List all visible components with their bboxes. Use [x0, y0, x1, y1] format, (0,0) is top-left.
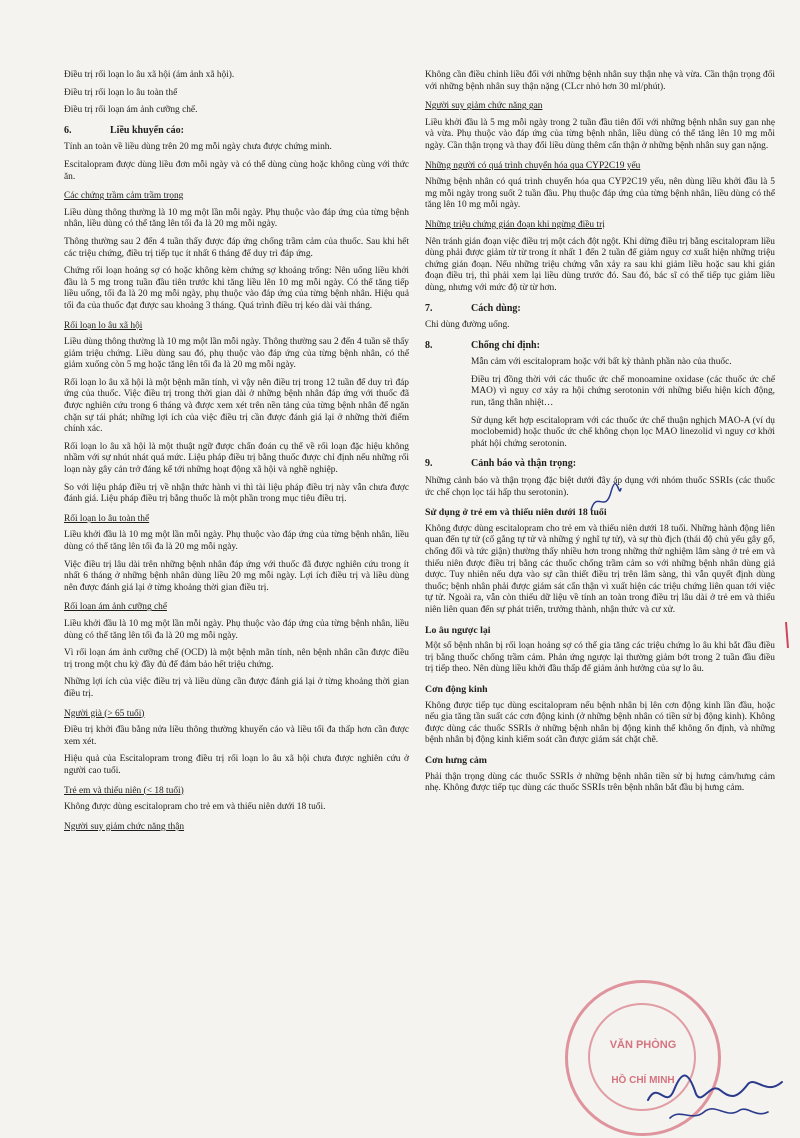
ink-mark-icon: [585, 480, 625, 520]
paragraph: Thông thường sau 2 đến 4 tuần thấy được đáp ứng chống trầm cảm của thuốc. Sau khi hết các triệu chứng, điều trị tiếp tục ít nhất 6 tháng để duy trì đáp ứng.: [64, 236, 409, 259]
stamp-text: HỒ CHÍ MINH: [611, 1075, 675, 1086]
paragraph: Liều dùng thông thường là 10 mg một lần mỗi ngày. Phụ thuộc vào đáp ứng của từng bệnh nhân, liều dùng có thể tăng lên tối đa là 20 mg mỗi ngày.: [64, 207, 409, 230]
section-title: Liều khuyến cáo:: [110, 124, 184, 136]
section-title: Chống chỉ định:: [471, 339, 540, 351]
section-heading-8: [425, 340, 775, 352]
paragraph: Việc điều trị lâu dài trên những bệnh nhân đáp ứng với thuốc đã được nghiên cứu trong ít nhất 6 tháng ở những bệnh nhân dùng liều 20 mg mỗi ngày. Lợi ích điều trị và liều dùng nên được đánh giá lại ở từng khoảng thời gian điều trị.: [64, 559, 409, 593]
section-number: 7.: [425, 302, 433, 314]
paragraph: Hiệu quả của Escitalopram trong điều trị rối loạn lo âu xã hội chưa được nghiên cứu ở người cao tuổi.: [64, 754, 409, 776]
paragraph: Chỉ dùng đường uống.: [425, 320, 510, 331]
subheading: Trẻ em và thiếu niên (< 18 tuổi): [64, 785, 184, 796]
subheading: Rối loạn lo âu xã hội: [64, 320, 143, 331]
bold-heading: Lo âu ngược lại: [425, 624, 491, 636]
stamp-text: VĂN PHÒNG: [609, 1039, 677, 1051]
paragraph: Liều khởi đầu là 10 mg một lần mỗi ngày. Phụ thuộc vào đáp ứng của từng bệnh nhân, liều dùng có thể tăng lên tối đa là 20 mg mỗi ngày.: [64, 618, 409, 641]
paragraph: Liều khởi đầu là 10 mg một lần mỗi ngày. Phụ thuộc vào đáp ứng của từng bệnh nhân, liều dùng có thể tăng lên tối đa là 20 mg mỗi ngày.: [64, 530, 409, 552]
bold-heading: Cơn hưng cảm: [425, 754, 487, 766]
subheading: Người suy giảm chức năng gan: [425, 101, 543, 112]
subheading: Rối loạn ám ảnh cưỡng chế: [64, 602, 167, 613]
bold-heading: Sử dụng ở trẻ em và thiếu niên dưới 18 tuổi: [425, 507, 607, 519]
paragraph: Chứng rối loạn hoảng sợ có hoặc không kèm chứng sợ khoảng trống: Nên uống liều khởi đầu là 5 mg trong tuần đầu tiên trước khi tăng liều lên 10 mg mỗi ngày. Có thể tăng tiếp liều uống, tối đa là 20 mg mỗi ngày, phụ thuộc vào đáp ứng của từng bệnh nhân. Hiệu quả tối đa của thuốc đạt được sau khoảng 3 tháng. Quá trình điều trị kéo dài vài tháng.: [64, 266, 409, 311]
paragraph: Sử dụng kết hợp escitalopram với các thuốc ức chế thuận nghịch MAO-A (ví dụ moclobemid) hoặc thuốc ức chế không chọn lọc MAO linezolid vì nguy cơ khởi phát hội chứng serotonin.: [471, 415, 775, 449]
paragraph: Liều khởi đầu là 5 mg mỗi ngày trong 2 tuần đầu tiên đối với những bệnh nhân suy gan nhẹ và vừa. Phụ thuộc vào đáp ứng của từng bệnh nhân, liều dùng có thể tăng lên 10 mg mỗi ngày. Cần thận trọng và thay đổi liều dùng thêm cẩn thận ở những bệnh nhân suy gan nặng.: [425, 117, 775, 151]
paragraph: Nên tránh gián đoạn việc điều trị một cách đột ngột. Khi dừng điều trị bằng escitalopram liều dùng phải được giảm từ từ trong ít nhất 1 đến 2 tuần để giảm nguy cơ xuất hiện những triệu chứng gián đoạn. Nếu những triệu chứng vẫn xảy ra sau khi giảm liều hoặc sau khi gián đoạn điều trị, thì phải xem lại liều dùng trước đó. Sau đó, bác sĩ có thể tiếp tục giảm liều dùng, nhưng với mức độ từ từ hơn.: [425, 236, 775, 293]
section-title: Cảnh báo và thận trọng:: [471, 458, 577, 470]
paragraph: Không cần điều chỉnh liều đối với những bệnh nhân suy thận nhẹ và vừa. Cần thận trọng đối với những bệnh nhân suy thận nặng (CLcr nhỏ hơn 30 ml/phút).: [425, 70, 775, 92]
subheading: Người già (> 65 tuổi): [64, 708, 145, 719]
paragraph: So với liệu pháp điều trị về nhận thức hành vi thì tài liệu pháp điều trị này vẫn chưa được đánh giá. Liệu pháp điều trị bằng thuốc là một phần trong mục tiêu điều trị.: [64, 482, 409, 505]
paragraph: Điều trị rối loạn lo âu toàn thể: [64, 87, 178, 98]
paragraph: Một số bệnh nhân bị rối loạn hoảng sợ có thể gia tăng các triệu chứng lo âu khi bắt đầu điều trị bằng thuốc chống trầm cảm. Phản ứng ngược lại thường giảm bớt trong 2 tuần đầu điều trị tiếp theo. Nên dùng liều khởi đầu thấp để giảm ảnh hưởng của sự lo âu.: [425, 641, 775, 675]
paragraph: Không được dùng escitalopram cho trẻ em và thiếu niên dưới 18 tuổi.: [64, 802, 326, 813]
paragraph: Điều trị rối loạn ám ảnh cưỡng chế.: [64, 105, 198, 116]
left-column: [64, 70, 409, 838]
section-title: Cách dùng:: [471, 302, 521, 314]
section-heading-9: [425, 458, 775, 470]
paragraph: Điều trị rối loạn lo âu xã hội (ám ảnh xã hội).: [64, 70, 235, 80]
paragraph: Vì rối loạn ám ảnh cưỡng chế (OCD) là một bệnh mãn tính, nên bệnh nhân cần được điều trị trong một chu kỳ đầy đủ để đảm bảo hết triệu chứng.: [64, 648, 409, 670]
paragraph: Tính an toàn về liều dùng trên 20 mg mỗi ngày chưa được chứng minh.: [64, 142, 332, 153]
section-heading-6: [64, 125, 409, 137]
right-column: [425, 70, 775, 801]
paragraph: Những bệnh nhân có quá trình chuyển hóa qua CYP2C19 yếu, nên dùng liều khởi đầu là 5 mg mỗi ngày trong suốt 2 tuần đầu. Phụ thuộc đáp ứng của từng bệnh nhân, liều dùng có thể tăng lên 10 mg mỗi ngày.: [425, 177, 775, 211]
paragraph: Những cảnh báo và thận trọng đặc biệt dưới đây áp dụng với nhóm thuốc SSRIs (các thuốc ức chế chọn lọc tái hấp thu serotonin).: [425, 476, 775, 498]
section-heading-7: [425, 303, 775, 315]
paragraph: Không được dùng escitalopram cho trẻ em và thiếu niên dưới 18 tuổi. Những hành động liên quan đến tự tử (cố gắng tự tử và những ý nghĩ tự tử), và sự thù địch (thái độ chủ yếu gây gổ, chống đối và tức giận) thường thấy nhiều hơn trong những thử nghiệm lâm sàng ở trẻ em và thiếu niên được điều trị bằng các thuốc chống trầm cảm so với những bệnh nhân dùng giả dược. Tuy nhiên nếu dựa vào sự cần thiết điều trị trên lâm sàng, thì vẫn quyết định dùng thuốc; bệnh nhân phải được giám sát cẩn thận vì xuất hiện các triệu chứng liên quan tới việc tự tử. Ngoài ra, vẫn còn thiếu dữ liệu về tính an toàn trong điều trị lâu dài ở trẻ em và thiếu niên liên quan đến sự phát triển, trưởng thành, nhận thức và cư xử.: [425, 523, 775, 615]
paragraph: Không được tiếp tục dùng escitalopram nếu bệnh nhân bị lên cơn động kinh lần đầu, hoặc nếu gia tăng tần suất các cơn động kinh (ở những bệnh nhân có tiền sử bị động kinh). Không được dùng các thuốc SSRIs ở những bệnh nhân bị động kinh thể không ổn định, và những bệnh nhân bị động kinh kiểm soát cần được giám sát chặt chẽ.: [425, 700, 775, 746]
paragraph: Mẫn cảm với escitalopram hoặc với bất kỳ thành phần nào của thuốc.: [471, 357, 732, 368]
paragraph: Những lợi ích của việc điều trị và liều dùng cần được đánh giá lại ở từng khoảng thời gian điều trị.: [64, 677, 409, 699]
paragraph: Điều trị khởi đầu bằng nửa liều thông thường khuyến cáo và liều tối đa thấp hơn cần được xem xét.: [64, 725, 409, 747]
subheading: Người suy giảm chức năng thận: [64, 821, 185, 832]
paragraph: Điều trị đồng thời với các thuốc ức chế monoamine oxidase (các thuốc ức chế MAO) vì nguy cơ xảy ra hội chứng serotonin với những biểu hiện kích động, run, tăng thân nhiệt…: [471, 374, 775, 409]
section-number: 9.: [425, 458, 433, 470]
paragraph: Phải thận trọng dùng các thuốc SSRIs ở những bệnh nhân tiền sử bị hưng cảm/hưng cảm nhẹ. Không được tiếp tục dùng các thuốc SSRIs trên bệnh nhân bắt đầu bị hưng cảm.: [425, 771, 775, 794]
subheading: Những triệu chứng gián đoạn khi ngừng điều trị: [425, 219, 605, 230]
paragraph: Rối loạn lo âu xã hội là một thuật ngữ được chẩn đoán cụ thể về rối loạn đặc hiệu không nhầm với sự nhút nhát quá mức. Liệu pháp điều trị bằng thuốc được chỉ định nếu những rối loạn này gây cản trở đáng kể tới những hoạt động xã hội và nghề nghiệp.: [64, 441, 409, 476]
margin-mark-icon: [782, 620, 794, 650]
subheading: Các chứng trầm cảm trầm trọng: [64, 191, 184, 202]
signature-icon: [640, 1060, 790, 1130]
subheading: Rối loạn lo âu toàn thể: [64, 513, 150, 524]
paragraph: Liều dùng thông thường là 10 mg một lần mỗi ngày. Thông thường sau 2 đến 4 tuần sẽ thấy giảm triệu chứng. Liều dùng sau đó, phụ thuộc vào đáp ứng của từng bệnh nhân, có thể giảm xuống còn 5 mg hoặc tăng lên tối đa là 20 mg mỗi ngày.: [64, 337, 409, 371]
bold-heading: Cơn động kinh: [425, 683, 488, 695]
paragraph: Escitalopram được dùng liều đơn mỗi ngày và có thể dùng cùng hoặc không cùng với thức ăn.: [64, 159, 409, 182]
paragraph: Rối loạn lo âu xã hội là một bệnh mãn tính, vì vậy nên điều trị trong 12 tuần để duy trì đáp ứng của thuốc. Việc điều trị trong thời gian dài ở những bệnh nhân đáp ứng với thuốc đã được nghiên cứu trong 6 tháng và được xem xét trên nền tảng của từng bệnh nhân để ngăn chặn sự tái phát; những lợi ích của việc điều trị cần được đánh giá lại ở những thời điểm chính xác.: [64, 377, 409, 435]
section-number: 6.: [64, 124, 72, 136]
section-number: 8.: [425, 339, 433, 351]
subheading: Những người có quá trình chuyển hóa qua CYP2C19 yếu: [425, 160, 641, 171]
